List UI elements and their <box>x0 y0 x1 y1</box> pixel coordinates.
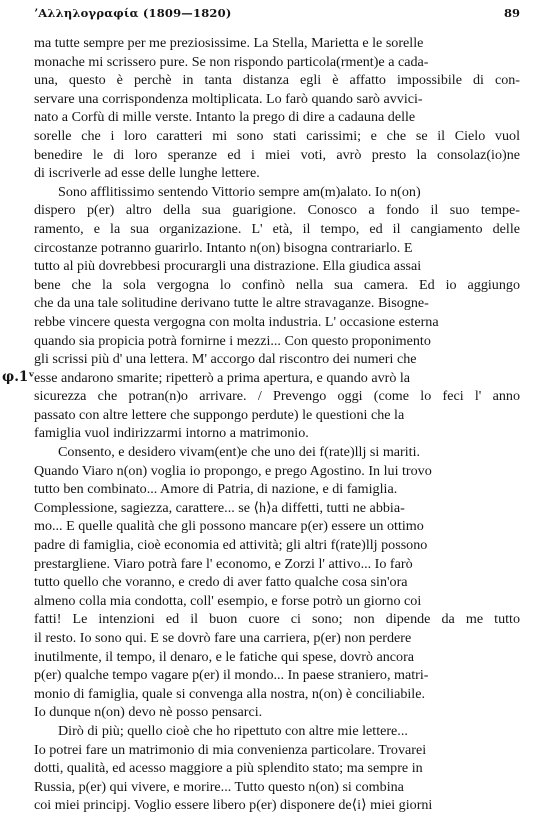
text-line: quando sia propicia potrà fornirne i mezzi... Con questo proponimento <box>34 332 431 349</box>
text-line: Complessione, sagiezza, carattere... se ⟨h⟩a diffetti, tutti ne abbia- <box>34 499 405 516</box>
text-line: bene che la sola vergogna lo confinò nella sua camera. Ed io aggiungo <box>34 276 520 293</box>
text-line: p(er) qualche tempo vagare p(er) il mondo... In paese straniero, matri- <box>34 667 429 684</box>
text-line: gli scrissi più d' una lettera. M' accorgo dal riscontro dei numeri che <box>34 351 417 368</box>
text-line: Consento, e desidero vivam(ent)e che uno dei f(rate)llj si mariti. <box>58 444 421 461</box>
text-line: padre di famiglia, cioè economia ed attività; gli altri f(rate)llj possono <box>34 537 428 554</box>
text-line: che da una tale solitudine derivano tutte le altre stravaganze. Bisogne- <box>34 295 429 312</box>
text-line: monio di famiglia, quale si convenga alla nostra, n(on) è conciliabile. <box>34 685 425 702</box>
text-line: di iscriverle ad esse delle lunghe lettere. <box>34 165 260 182</box>
text-line: Io potrei fare un matrimonio di mia convenienza particolare. Trovarei <box>34 741 427 758</box>
text-line: famiglia vuol indirizzarmi intorno a matrimonio. <box>34 425 309 442</box>
text-line: coi miei principj. Voglio essere libero p(er) disponere de⟨i⟩ miei giorni <box>34 797 433 814</box>
text-line: tutto al più dovrebbesi procurargli una distrazione. Ella giudica assai <box>34 258 422 275</box>
letter-body-text <box>34 34 520 815</box>
text-line: il resto. Io sono qui. E se dovrò fare una carriera, p(er) non perdere <box>34 630 412 646</box>
text-line: passato con altre lettere che suppongo perdute) le questioni che la <box>34 406 405 423</box>
text-line: nato a Corfù di mille verste. Intanto la prego di dire a cadauna delle <box>34 109 416 126</box>
text-line: ramento, e la sua organizazione. L' età, il tempo, ed il cangiamento delle <box>34 220 520 237</box>
text-line: fatti! Le intenzioni ed il buon cuore ci sono; non dipende da me tutto <box>34 611 520 628</box>
text-line: esse andarono smarite; ripetterò a prima apertura, e quando avrò la <box>34 369 411 386</box>
text-line: inutilmente, il tempo, il denaro, e le fatiche qui spese, dovrò ancora <box>34 648 415 665</box>
text-line: una, questo è perchè in tanta distanza egli è affatto impossibile di con- <box>34 72 520 89</box>
text-line: circostanze potranno guarirlo. Intanto n(on) bisogna contrariarlo. E <box>34 239 413 256</box>
text-line: ma tutte sempre per me preziosissime. La Stella, Marietta e le sorelle <box>34 35 424 51</box>
text-line: Dirò di più; quello cioè che ho ripettuto con altre mie lettere... <box>58 722 408 739</box>
text-line: tutto ben combinato... Amore di Patria, di nazione, e di famiglia. <box>34 481 398 498</box>
text-line: servare una corrispondenza moltiplicata. Lo farò quando sarò avvici- <box>34 90 423 107</box>
text-line: Io dunque n(on) devo nè posso pensarci. <box>34 704 263 721</box>
text-line: rebbe vincere questa vergogna con molta industria. L' occasione esterna <box>34 313 439 330</box>
text-line: dotti, qualità, ed acesso maggiore a più splendito stato; ma sempre in <box>34 760 423 777</box>
text-line: sorelle che i loro caratteri mi sono stati carissimi; e che se il Cielo vuol <box>34 127 520 144</box>
text-line: almeno colla mia condotta, coll' esempio, e forse potrò un giorno coi <box>34 592 422 609</box>
running-header <box>34 6 520 24</box>
text-line: benedire le di loro speranze ed i miei voti, avrò presto la consolaz(io)ne <box>34 146 520 163</box>
text-line: Russia, p(er) qui vivere, e morire... Tutto questo n(on) si combina <box>34 778 404 795</box>
folio-margin-note: φ.1ᵛ <box>2 368 35 385</box>
text-line: dispero p(er) altro della sua guarigione. Conosco a fondo il suo tempe- <box>34 202 520 219</box>
text-line: mo... E quelle qualità che gli possono mancare p(er) essere un ottimo <box>34 518 424 535</box>
text-line: monache mi scrissero pure. Se non rispondo particola(rment)e a cada- <box>34 53 429 70</box>
text-line: Quando Viaro n(on) voglia io propongo, e prego Agostino. In lui trovo <box>34 462 432 479</box>
text-line: tutto quello che voranno, e credo di aver fatto qualche cosa sin'ora <box>34 574 408 591</box>
page-number: 89 <box>503 6 520 20</box>
text-line: prestargliene. Viaro potrà fare l' economo, e Zorzi l' attivo... Io farò <box>34 555 413 572</box>
running-title: ʼΑλληλογραφία (1809—1820) <box>34 6 232 20</box>
text-line: sicurezza che potran(n)o arrivare. / Prevengo oggi (come lo feci l' anno <box>34 388 520 405</box>
text-line: Sono afflitissimo sentendo Vittorio sempre am(m)alato. Io n(on) <box>58 183 421 200</box>
